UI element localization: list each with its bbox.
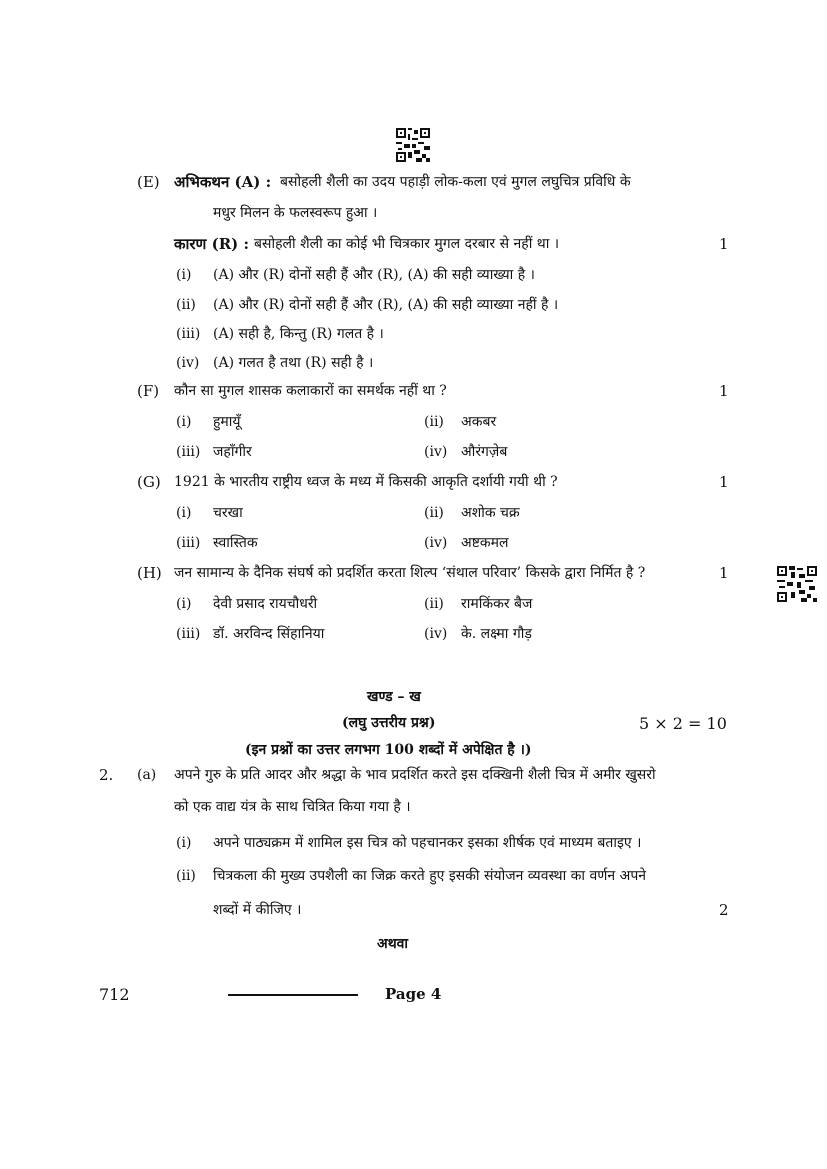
paper-code: 712: [99, 985, 130, 1004]
question-f-option-num: (ii): [424, 414, 444, 430]
question-e-reason-text: बसोहली शैली का कोई भी चित्रकार मुगल दरबार से नहीं था ।: [254, 236, 560, 252]
question-f-marks: 1: [719, 382, 729, 400]
or-divider: अथवा: [377, 936, 409, 952]
question-2-sub-ii-line2: शब्दों में कीजिए ।: [213, 902, 302, 918]
question-h-option-text: देवी प्रसाद रायचौधरी: [213, 596, 318, 612]
question-2-line2: को एक वाद्य यंत्र के साथ चित्रित किया गया है ।: [174, 799, 411, 815]
question-h-text: जन सामान्य के दैनिक संघर्ष को प्रदर्शित करता शिल्प ‘संथाल परिवार’ किसके द्वारा निर्मित है ?: [174, 565, 646, 581]
question-f-option-num: (iv): [424, 444, 448, 460]
question-e-option-num: (iv): [176, 355, 200, 371]
question-g-option-num: (ii): [424, 505, 444, 521]
qr-code-side: [777, 566, 817, 602]
question-e-option-num: (i): [176, 267, 192, 283]
question-h-option-text: रामकिंकर बैज: [461, 596, 533, 612]
question-e-label: (E): [137, 173, 160, 191]
page-number: Page 4: [385, 985, 442, 1003]
question-e-option-num: (iii): [176, 326, 201, 342]
question-f-option-text: जहाँगीर: [213, 444, 252, 460]
question-2-part: (a): [137, 767, 157, 783]
question-2-sub-ii-line1: चित्रकला की मुख्य उपशैली का जिक्र करते हुए इसकी संयोजन व्यवस्था का वर्णन अपने: [213, 868, 647, 884]
question-h-option-num: (ii): [424, 596, 444, 612]
question-g-option-text: चरखा: [213, 505, 243, 521]
question-h-marks: 1: [719, 564, 729, 582]
question-g-label: (G): [137, 473, 161, 491]
question-2-sub-i-text: अपने पाठ्यक्रम में शामिल इस चित्र को पहचानकर इसका शीर्षक एवं माध्यम बताइए ।: [213, 835, 642, 851]
question-2-sub-i-num: (i): [176, 835, 192, 851]
footer-rule: [228, 994, 358, 996]
question-e-assertion-label: अभिकथन (A) :: [174, 173, 272, 191]
question-e-option-text: (A) और (R) दोनों सही हैं और (R), (A) की सही व्याख्या है ।: [213, 267, 535, 283]
question-e-option-text: (A) सही है, किन्तु (R) गलत है ।: [213, 326, 384, 342]
section-marks-scheme: 5 × 2 = 10: [639, 714, 727, 733]
question-f-option-num: (i): [176, 414, 192, 430]
question-f-label: (F): [137, 382, 160, 400]
question-e-reason-label: कारण (R) :: [174, 235, 250, 253]
question-e-option-text: (A) और (R) दोनों सही हैं और (R), (A) की सही व्याख्या नहीं है ।: [213, 297, 559, 313]
question-f-option-text: औरंगज़ेब: [461, 444, 508, 460]
section-title: खण्ड – ख: [367, 689, 421, 705]
question-2-line1: अपने गुरु के प्रति आदर और श्रद्धा के भाव प्रदर्शित करते इस दक्खिनी शैली चित्र में अमीर खुसरो: [174, 767, 656, 783]
question-f-option-text: अकबर: [461, 414, 497, 430]
question-h-option-num: (iii): [176, 626, 201, 642]
question-2-number: 2.: [99, 766, 114, 784]
question-h-option-text: डॉ. अरविन्द सिंहानिया: [213, 626, 325, 642]
question-f-option-num: (iii): [176, 444, 201, 460]
question-f-text: कौन सा मुगल शासक कलाकारों का समर्थक नहीं था ?: [174, 383, 447, 399]
question-e-option-num: (ii): [176, 297, 196, 313]
question-g-marks: 1: [719, 473, 729, 491]
question-g-option-text: अष्टकमल: [461, 535, 509, 551]
question-g-text: 1921 के भारतीय राष्ट्रीय ध्वज के मध्य में किसकी आकृति दर्शायी गयी थी ?: [174, 474, 558, 490]
question-e-assertion-line1: बसोहली शैली का उदय पहाड़ी लोक-कला एवं मुगल लघुचित्र प्रविधि के: [280, 174, 631, 190]
question-h-label: (H): [137, 564, 162, 582]
question-g-option-text: स्वास्तिक: [213, 535, 258, 551]
section-subtitle: (लघु उत्तरीय प्रश्न): [342, 715, 436, 731]
question-g-option-text: अशोक चक्र: [461, 505, 520, 521]
question-h-option-text: के. लक्ष्मा गौड़: [461, 626, 532, 642]
question-g-option-num: (iii): [176, 535, 201, 551]
question-e-option-text: (A) गलत है तथा (R) सही है ।: [213, 355, 374, 371]
question-g-option-num: (iv): [424, 535, 448, 551]
question-2-marks: 2: [719, 901, 729, 919]
question-h-option-num: (iv): [424, 626, 448, 642]
question-2-sub-ii-num: (ii): [176, 868, 196, 884]
question-f-option-text: हुमायूँ: [213, 414, 241, 430]
question-h-option-num: (i): [176, 596, 192, 612]
question-e-assertion-line2: मधुर मिलन के फलस्वरूप हुआ ।: [213, 205, 378, 221]
question-g-option-num: (i): [176, 505, 192, 521]
qr-code-top: [396, 128, 430, 162]
section-instruction: (इन प्रश्नों का उत्तर लगभग 100 शब्दों में अपेक्षित है ।): [245, 742, 532, 758]
question-e-marks: 1: [719, 235, 729, 253]
